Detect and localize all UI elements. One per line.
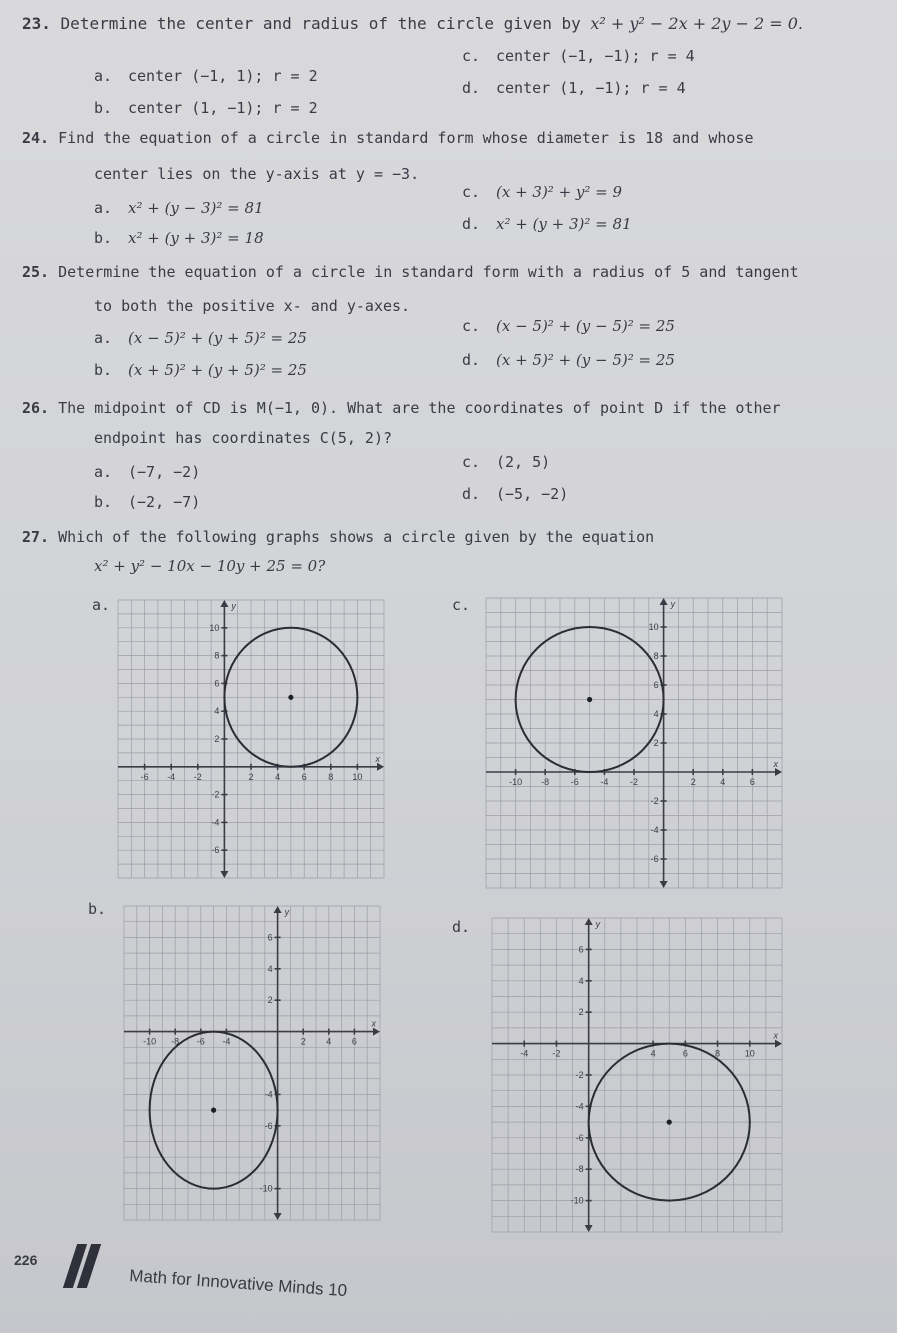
circle-center-point	[288, 695, 293, 700]
q24-option-b[interactable]	[94, 228, 264, 248]
question-27	[22, 527, 654, 547]
question-26	[22, 398, 781, 418]
circle-center-point	[667, 1120, 672, 1125]
x-tick-label: 6	[682, 1048, 688, 1059]
y-tick-label: -4	[575, 1101, 584, 1112]
option-text: (x − 5)² + (y − 5)² = 25	[496, 317, 675, 335]
option-label: b.	[94, 361, 113, 379]
x-tick-label: -10	[143, 1036, 157, 1047]
y-tick-label: -6	[211, 845, 220, 856]
x-tick-label: 2	[300, 1036, 306, 1047]
q25-option-b[interactable]	[94, 360, 307, 380]
x-tick-label: 6	[301, 771, 307, 782]
option-text: center (1, −1); r = 2	[128, 99, 318, 117]
x-axis-arrow-icon	[775, 1040, 782, 1048]
y-tick-label: 6	[267, 932, 273, 943]
y-axis-arrow-icon	[585, 1225, 593, 1232]
option-label: c.	[462, 453, 481, 471]
option-text: center (1, −1); r = 4	[496, 79, 686, 97]
x-tick-label: 2	[248, 771, 254, 782]
q27-stem-line1: Which of the following graphs shows a circle given by the equation	[58, 528, 655, 546]
graph-a[interactable]	[112, 594, 390, 884]
y-tick-label: 6	[653, 680, 659, 690]
y-tick-label: 8	[214, 650, 220, 661]
x-tick-label: -4	[167, 771, 176, 782]
q26-option-a[interactable]	[94, 462, 200, 482]
grid-lines	[492, 918, 782, 1232]
x-tick-label: -2	[552, 1048, 561, 1059]
y-tick-label: -6	[650, 854, 659, 864]
y-tick-label: 4	[653, 709, 659, 719]
y-tick-label: 4	[267, 963, 273, 974]
option-label: c.	[462, 183, 481, 201]
graph-b[interactable]	[118, 900, 386, 1226]
page-number: 226	[14, 1252, 38, 1268]
x-axis-label: x	[773, 759, 778, 769]
question-24	[22, 128, 754, 148]
x-tick-label: 10	[352, 771, 363, 782]
x-tick-label: -10	[509, 777, 523, 787]
q24-option-a[interactable]	[94, 198, 264, 218]
y-tick-label: -6	[575, 1132, 584, 1143]
q23-number: 23.	[22, 14, 51, 33]
option-label: d.	[462, 79, 481, 97]
y-axis-label: y	[595, 919, 601, 929]
y-tick-label: -2	[211, 789, 220, 800]
y-axis-arrow-icon	[220, 871, 228, 878]
y-tick-label: 4	[578, 975, 584, 986]
q23-option-c[interactable]	[462, 46, 695, 66]
option-text: (x + 5)² + (y + 5)² = 25	[128, 361, 307, 379]
question-25	[22, 262, 799, 282]
x-tick-label: -6	[570, 777, 579, 787]
q26-option-d[interactable]	[462, 484, 568, 504]
q26-stem-line2: endpoint has coordinates C(5, 2)?	[94, 429, 393, 447]
y-tick-label: 6	[578, 944, 584, 955]
y-tick-label: -10	[259, 1183, 273, 1194]
x-tick-label: 4	[326, 1036, 332, 1047]
x-tick-label: 8	[715, 1048, 721, 1059]
y-tick-label: -6	[264, 1120, 273, 1131]
option-text: center (−1, −1); r = 4	[496, 47, 695, 65]
graph-c-label[interactable]: c.	[452, 596, 471, 614]
x-tick-label: 2	[690, 777, 696, 787]
y-axis-label: y	[284, 907, 290, 917]
option-label: d.	[462, 215, 481, 233]
x-tick-label: 6	[749, 777, 755, 787]
x-tick-label: 4	[275, 771, 281, 782]
graph-b-label[interactable]: b.	[88, 900, 107, 918]
q25-option-c[interactable]	[462, 316, 675, 336]
y-tick-label: 6	[214, 678, 220, 689]
y-tick-label: -4	[264, 1089, 273, 1100]
option-label: a.	[94, 67, 113, 85]
y-axis-arrow-icon	[220, 600, 228, 607]
y-tick-label: 2	[267, 995, 273, 1006]
x-tick-label: 8	[328, 771, 334, 782]
q26-number: 26.	[22, 399, 50, 417]
q23-option-d[interactable]	[462, 78, 686, 98]
x-axis-label: x	[773, 1030, 778, 1041]
option-text: x² + (y − 3)² = 81	[128, 199, 264, 217]
q24-number: 24.	[22, 129, 50, 147]
y-axis-arrow-icon	[274, 1213, 282, 1220]
x-tick-label: -8	[541, 777, 550, 787]
y-tick-label: 2	[214, 734, 220, 744]
x-tick-label: 10	[744, 1048, 755, 1059]
q24-stem-line2: center lies on the y-axis at y = −3.	[94, 165, 420, 183]
option-text: x² + (y + 3)² = 18	[128, 229, 264, 247]
option-text: (2, 5)	[496, 453, 551, 471]
option-label: c.	[462, 47, 481, 65]
y-tick-label: 4	[214, 706, 220, 717]
q25-option-a[interactable]	[94, 328, 307, 348]
y-tick-label: 2	[578, 1007, 584, 1018]
option-label: a.	[94, 199, 113, 217]
y-tick-label: 10	[648, 622, 659, 632]
y-axis-arrow-icon	[585, 918, 593, 925]
x-tick-label: -2	[193, 771, 202, 782]
graph-d[interactable]	[486, 912, 788, 1238]
q26-option-b[interactable]	[94, 492, 200, 512]
y-axis-label: y	[231, 601, 236, 611]
option-label: b.	[94, 229, 113, 247]
q23-stem: Determine the center and radius of the circle given by	[60, 14, 581, 33]
circle-center-point	[211, 1108, 216, 1113]
x-axis-arrow-icon	[377, 763, 384, 771]
graph-a-label[interactable]: a.	[92, 596, 111, 614]
option-label: b.	[94, 99, 113, 117]
q25-option-d[interactable]	[462, 350, 675, 370]
option-text: (x + 3)² + y² = 9	[496, 183, 623, 201]
y-tick-label: 8	[653, 651, 659, 661]
x-axis-arrow-icon	[373, 1028, 380, 1036]
x-tick-label: 4	[720, 777, 726, 787]
x-tick-label: -4	[222, 1036, 231, 1047]
q23-option-b[interactable]	[94, 98, 318, 118]
y-tick-label: -4	[650, 825, 659, 835]
option-label: a.	[94, 329, 113, 347]
option-label: b.	[94, 493, 113, 511]
x-axis-label: x	[375, 753, 380, 764]
y-tick-label: -2	[575, 1070, 584, 1080]
q24-option-c[interactable]	[462, 182, 622, 202]
q26-option-c[interactable]	[462, 452, 550, 472]
q25-stem-line1: Determine the equation of a circle in standard form with a radius of 5 and tangent	[58, 263, 799, 281]
q27-equation: x² + y² − 10x − 10y + 25 = 0?	[94, 557, 326, 575]
q24-option-d[interactable]	[462, 214, 632, 234]
x-tick-label: -2	[629, 777, 639, 787]
q23-equation: x² + y² − 2x + 2y − 2 = 0.	[590, 14, 804, 33]
book-title: Math for Innovative Minds 10	[128, 1266, 348, 1301]
y-axis-arrow-icon	[274, 906, 282, 913]
x-tick-label: -6	[196, 1036, 205, 1047]
option-label: d.	[462, 351, 481, 369]
x-tick-label: -6	[140, 771, 149, 782]
graph-c[interactable]	[480, 592, 788, 894]
option-text: (−7, −2)	[128, 463, 201, 481]
option-text: (x + 5)² + (y − 5)² = 25	[496, 351, 675, 369]
x-axis-label: x	[371, 1018, 376, 1029]
y-tick-label: -10	[570, 1195, 584, 1206]
y-axis-arrow-icon	[660, 881, 668, 888]
y-tick-label: 10	[209, 622, 220, 633]
x-tick-label: 6	[351, 1036, 357, 1047]
option-label: d.	[462, 485, 481, 503]
option-text: (−2, −7)	[128, 493, 201, 511]
x-tick-label: 4	[650, 1048, 656, 1059]
q25-number: 25.	[22, 263, 50, 281]
y-tick-label: -2	[650, 796, 659, 806]
option-text: (−5, −2)	[496, 485, 569, 503]
option-text: center (−1, 1); r = 2	[128, 67, 318, 85]
y-tick-label: -8	[575, 1164, 584, 1175]
option-label: c.	[462, 317, 481, 335]
q25-stem-line2: to both the positive x- and y-axes.	[94, 297, 411, 315]
x-tick-label: -4	[600, 777, 609, 787]
option-label: a.	[94, 463, 113, 481]
y-tick-label: -4	[211, 817, 220, 828]
question-23	[22, 14, 803, 34]
option-text: (x − 5)² + (y + 5)² = 25	[128, 329, 307, 347]
x-axis-arrow-icon	[775, 768, 782, 776]
y-tick-label: 2	[653, 738, 659, 748]
graph-d-label[interactable]: d.	[452, 918, 471, 936]
q23-option-a[interactable]	[94, 66, 318, 86]
x-tick-label: -4	[520, 1048, 529, 1059]
y-axis-arrow-icon	[660, 598, 668, 605]
q26-stem-line1: The midpoint of CD is M(−1, 0). What are the coordinates of point D if the other	[58, 399, 781, 417]
q27-number: 27.	[22, 528, 50, 546]
circle-center-point	[587, 697, 592, 702]
q24-stem-line1: Find the equation of a circle in standard form whose diameter is 18 and whose	[58, 129, 754, 147]
x-tick-label: -8	[171, 1036, 180, 1047]
y-axis-label: y	[670, 599, 676, 609]
option-text: x² + (y + 3)² = 81	[496, 215, 632, 233]
